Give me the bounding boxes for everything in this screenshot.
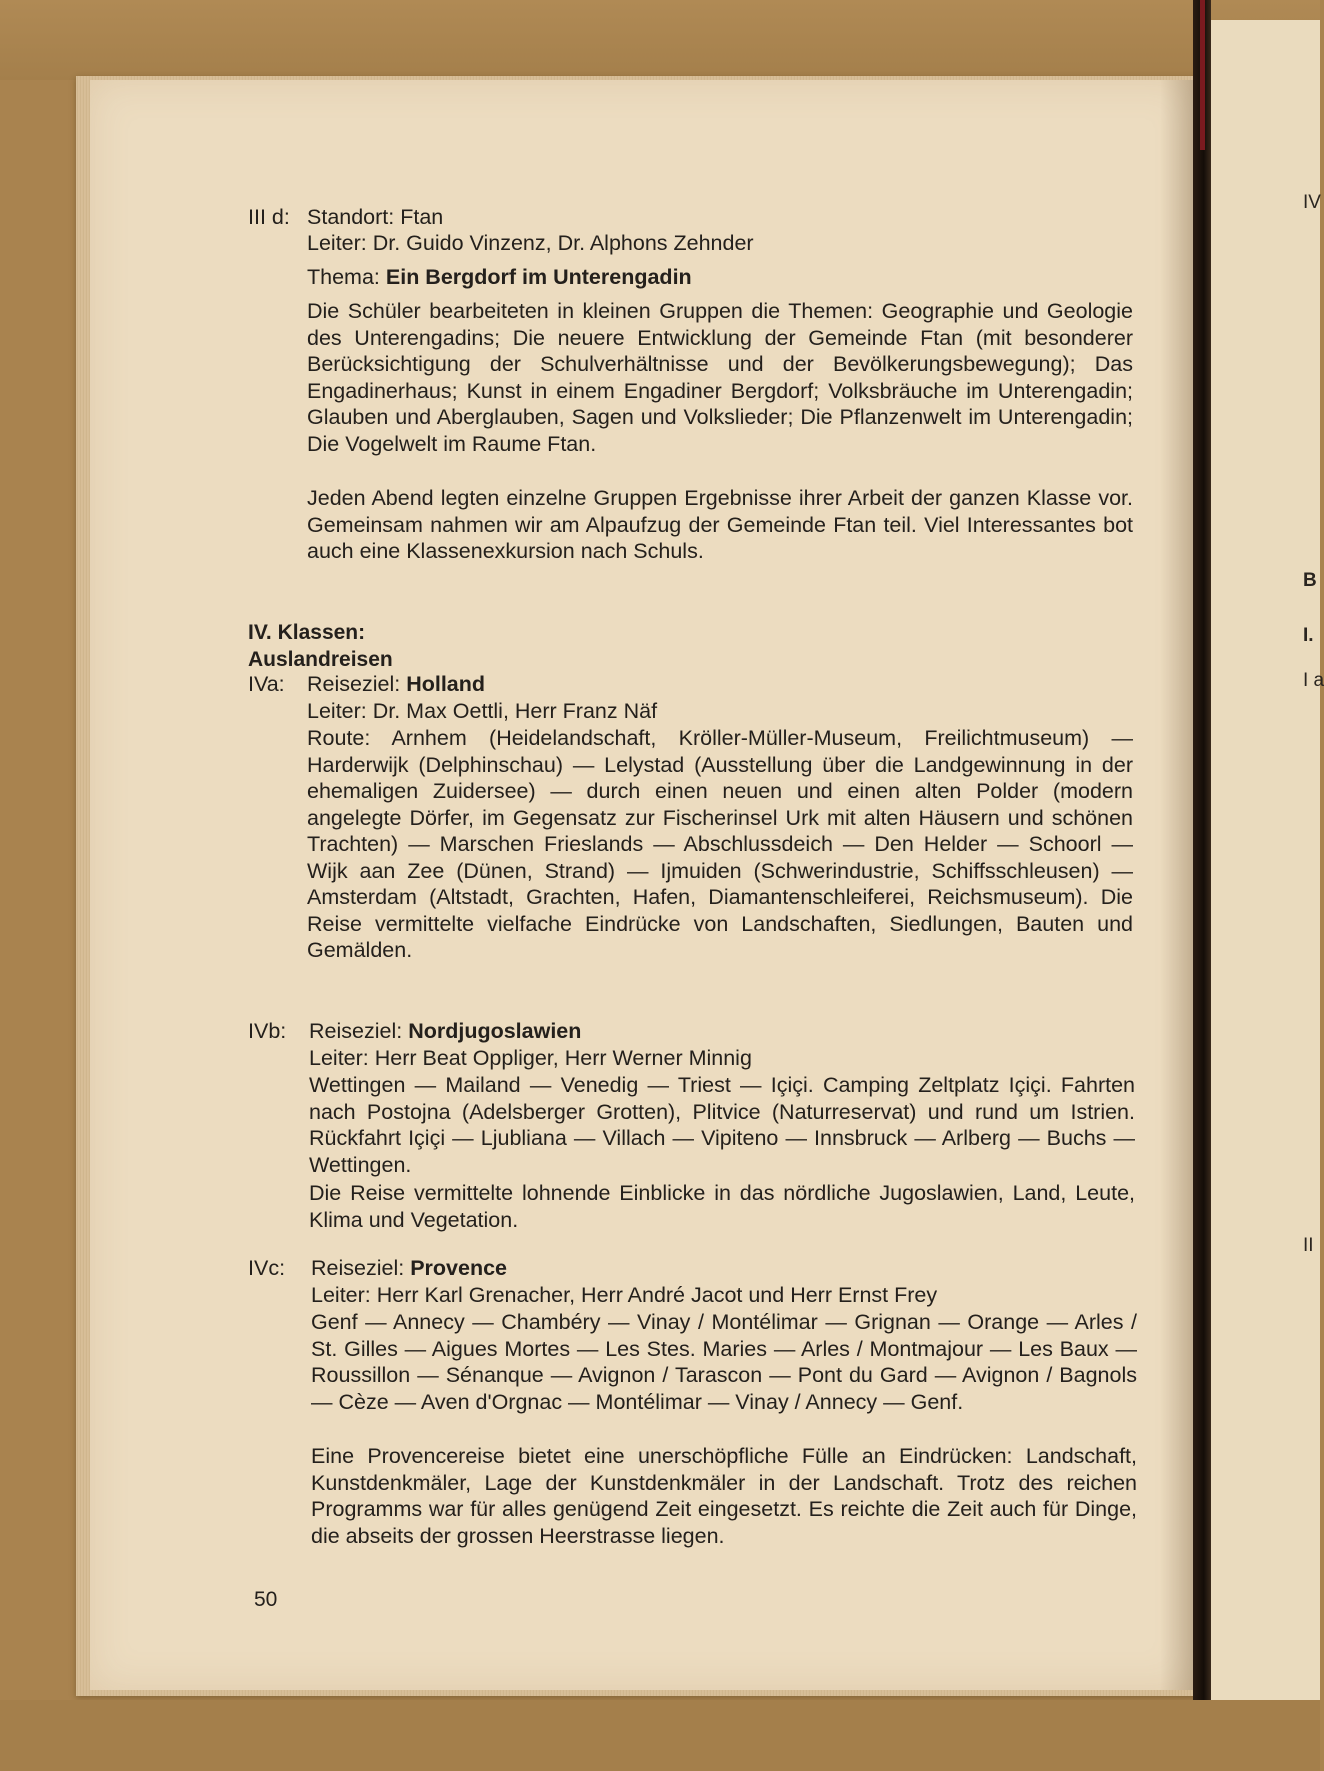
section-label-ivc: IVc: bbox=[248, 1256, 286, 1280]
section-label-iva: IVa: bbox=[248, 672, 285, 696]
leiter-line: Leiter: Herr Beat Oppliger, Herr Werner Minnig bbox=[309, 1046, 752, 1070]
route-paragraph: Wettingen — Mailand — Venedig — Triest — Içiçi. Camping Zeltplatz Içiçi. Fahrten nach Postojna (Adelsberger Grotten), Plitvice (Naturreservat) und rund um Istrien. Rückfahrt Içiçi — Ljubliana — Villach — Vipiteno — Innsbruck — Arlberg — Buchs — Wettingen. bbox=[309, 1073, 1135, 1177]
thema-line bbox=[307, 264, 692, 291]
reiseziel-value: Provence bbox=[410, 1256, 507, 1280]
standort-line: Standort: Ftan bbox=[307, 205, 444, 229]
section-label-ivb: IVb: bbox=[248, 1019, 287, 1043]
book-spine bbox=[1193, 0, 1211, 1771]
section-label-3d: III d: bbox=[248, 205, 290, 229]
adjacent-page-fragment: B bbox=[1303, 570, 1317, 591]
backdrop bbox=[0, 0, 1320, 80]
section-heading: IV. Klassen: Auslandreisen bbox=[248, 621, 393, 671]
spine-ribbon bbox=[1200, 0, 1205, 150]
thema-value: Ein Bergdorf im Unterengadin bbox=[385, 265, 692, 289]
adjacent-page-fragment: I a bbox=[1303, 670, 1324, 691]
adjacent-page-fragment: II bbox=[1303, 1235, 1314, 1256]
route-paragraph: Route: Arnhem (Heidelandschaft, Kröller-Müller-Museum, Freilichtmuseum) — Harderwijk (Delphinschau) — Lelystad (Ausstellung über die Landgewinnung in der ehemaligen Zuidersee) — durch einen neuen und einen alten Polder (modern angelegte Dörfer, im Gegensatz zur Fischerinsel Urk mit alten Häusern und schönen Trachten) — Marschen Frieslands — Abschlussdeich — Den Helder — Schoorl — Wijk aan Zee (Dünen, Strand) — Ijmuiden (Schwerindustrie, Schiffsschleusen) — Amsterdam (Altstadt, Grachten, Hafen, Diamantenschleiferei, Reichsmuseum). Die Reise vermittelte vielfache Eindrücke von Landschaften, Siedlungen, Bauten und Gemälden. bbox=[307, 726, 1133, 962]
reiseziel-line bbox=[307, 671, 485, 698]
route-paragraph: Genf — Annecy — Chambéry — Vinay / Montélimar — Grignan — Orange — Arles / St. Gilles — Aigues Mortes — Les Stes. Maries — Arles / Montmajour — Les Baux — Roussillon — Sénanque — Avignon / Tarascon — Pont du Gard — Avignon / Bagnols — Cèze — Aven d'Orgnac — Montélimar — Vinay / Annecy — Genf. bbox=[311, 1310, 1137, 1414]
page-number: 50 bbox=[254, 1588, 278, 1611]
paragraph: Eine Provencereise bietet eine unerschöpfliche Fülle an Eindrücken: Landschaft, Kunstdenkmäler, Lage der Kunstdenkmäler in der Landschaft. Trotz des reichen Programms war für alles genügend Zeit eingesetzt. Es reichte die Zeit auch für Dinge, die abseits der grossen Heerstrasse liegen. bbox=[311, 1444, 1137, 1548]
backdrop-bottom bbox=[0, 1700, 1320, 1771]
paragraph: Die Schüler bearbeiteten in kleinen Gruppen die Themen: Geographie und Geologie des Unterengadins; Die neuere Entwicklung der Gemeinde Ftan (mit besonderer Berücksichtigung der Schulverhältnisse und der Bevölkerungsbewegung); Das Engadinerhaus; Kunst in einem Engadiner Bergdorf; Volksbräuche im Unterengadin; Glauben und Aberglauben, Sagen und Volkslieder; Die Pflanzenwelt im Unterengadin; Die Vogelwelt im Raume Ftan. bbox=[307, 299, 1133, 456]
reiseziel-label: Reiseziel: bbox=[309, 1019, 409, 1043]
paragraph: Jeden Abend legten einzelne Gruppen Ergebnisse ihrer Arbeit der ganzen Klasse vor. Gemeinsam nahmen wir am Alpaufzug der Gemeinde Ftan teil. Viel Interessantes bot auch eine Klassenexkursion nach Schuls. bbox=[307, 486, 1133, 563]
leiter-line: Leiter: Dr. Guido Vinzenz, Dr. Alphons Zehnder bbox=[307, 231, 754, 255]
adjacent-page-fragment: IV bbox=[1303, 192, 1321, 213]
reiseziel-label: Reiseziel: bbox=[307, 672, 407, 696]
adjacent-page-fragment: I. bbox=[1303, 625, 1314, 646]
leiter-line: Leiter: Herr Karl Grenacher, Herr André Jacot und Herr Ernst Frey bbox=[311, 1283, 938, 1307]
reiseziel-line bbox=[311, 1255, 507, 1282]
paragraph: Die Reise vermittelte lohnende Einblicke in das nördliche Jugoslawien, Land, Leute, Klima und Vegetation. bbox=[309, 1181, 1135, 1232]
reiseziel-value: Nordjugoslawien bbox=[408, 1019, 582, 1043]
adjacent-page bbox=[1211, 20, 1324, 1720]
reiseziel-label: Reiseziel: bbox=[311, 1256, 411, 1280]
gutter-shadow bbox=[1160, 80, 1195, 1690]
leiter-line: Leiter: Dr. Max Oettli, Herr Franz Näf bbox=[307, 699, 658, 723]
thema-label: Thema: bbox=[307, 265, 386, 289]
reiseziel-value: Holland bbox=[406, 672, 486, 696]
reiseziel-line bbox=[309, 1018, 581, 1045]
